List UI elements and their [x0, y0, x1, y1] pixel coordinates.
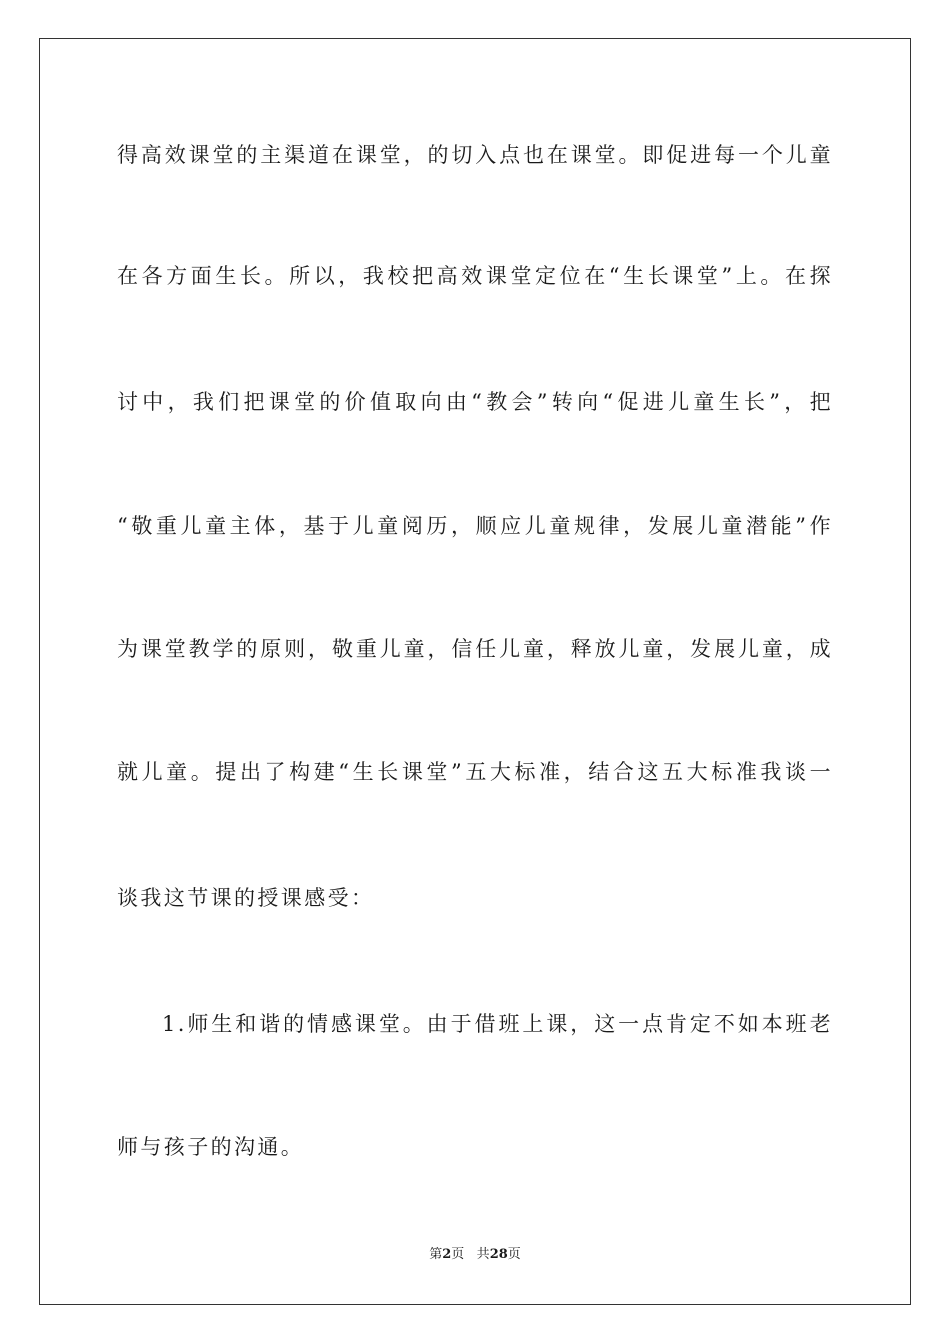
- page-footer: [0, 1246, 950, 1264]
- paragraph-line-4: “敬重儿童主体，基于儿童阅历，顺应儿童规律，发展儿童潜能”作: [117, 514, 833, 538]
- list-item-line-2: 师与孩子的沟通。: [117, 1135, 305, 1159]
- page-suffix: 页: [451, 1247, 465, 1262]
- total-suffix: 页: [507, 1247, 521, 1262]
- paragraph-line-2: 在各方面生长。所以，我校把高效课堂定位在“生长课堂”上。在探: [117, 264, 833, 288]
- total-prefix: 共: [476, 1247, 490, 1262]
- paragraph-line-5: 为课堂教学的原则，敬重儿童，信任儿童，释放儿童，发展儿童，成: [117, 637, 833, 661]
- paragraph-line-1: 得高效课堂的主渠道在课堂，的切入点也在课堂。即促进每一个儿童: [117, 143, 833, 167]
- page-border: [39, 38, 911, 1305]
- page-number: 2: [442, 1247, 452, 1262]
- page-prefix: 第: [429, 1247, 443, 1262]
- total-pages: 28: [489, 1247, 508, 1262]
- paragraph-line-6: 就儿童。提出了构建“生长课堂”五大标准，结合这五大标准我谈一: [117, 760, 833, 784]
- list-item-line-1: 1.师生和谐的情感课堂。由于借班上课，这一点肯定不如本班老: [162, 1012, 833, 1036]
- paragraph-line-3: 讨中，我们把课堂的价值取向由“教会”转向“促进儿童生长”，把: [117, 390, 833, 414]
- paragraph-line-7: 谈我这节课的授课感受：: [117, 886, 375, 910]
